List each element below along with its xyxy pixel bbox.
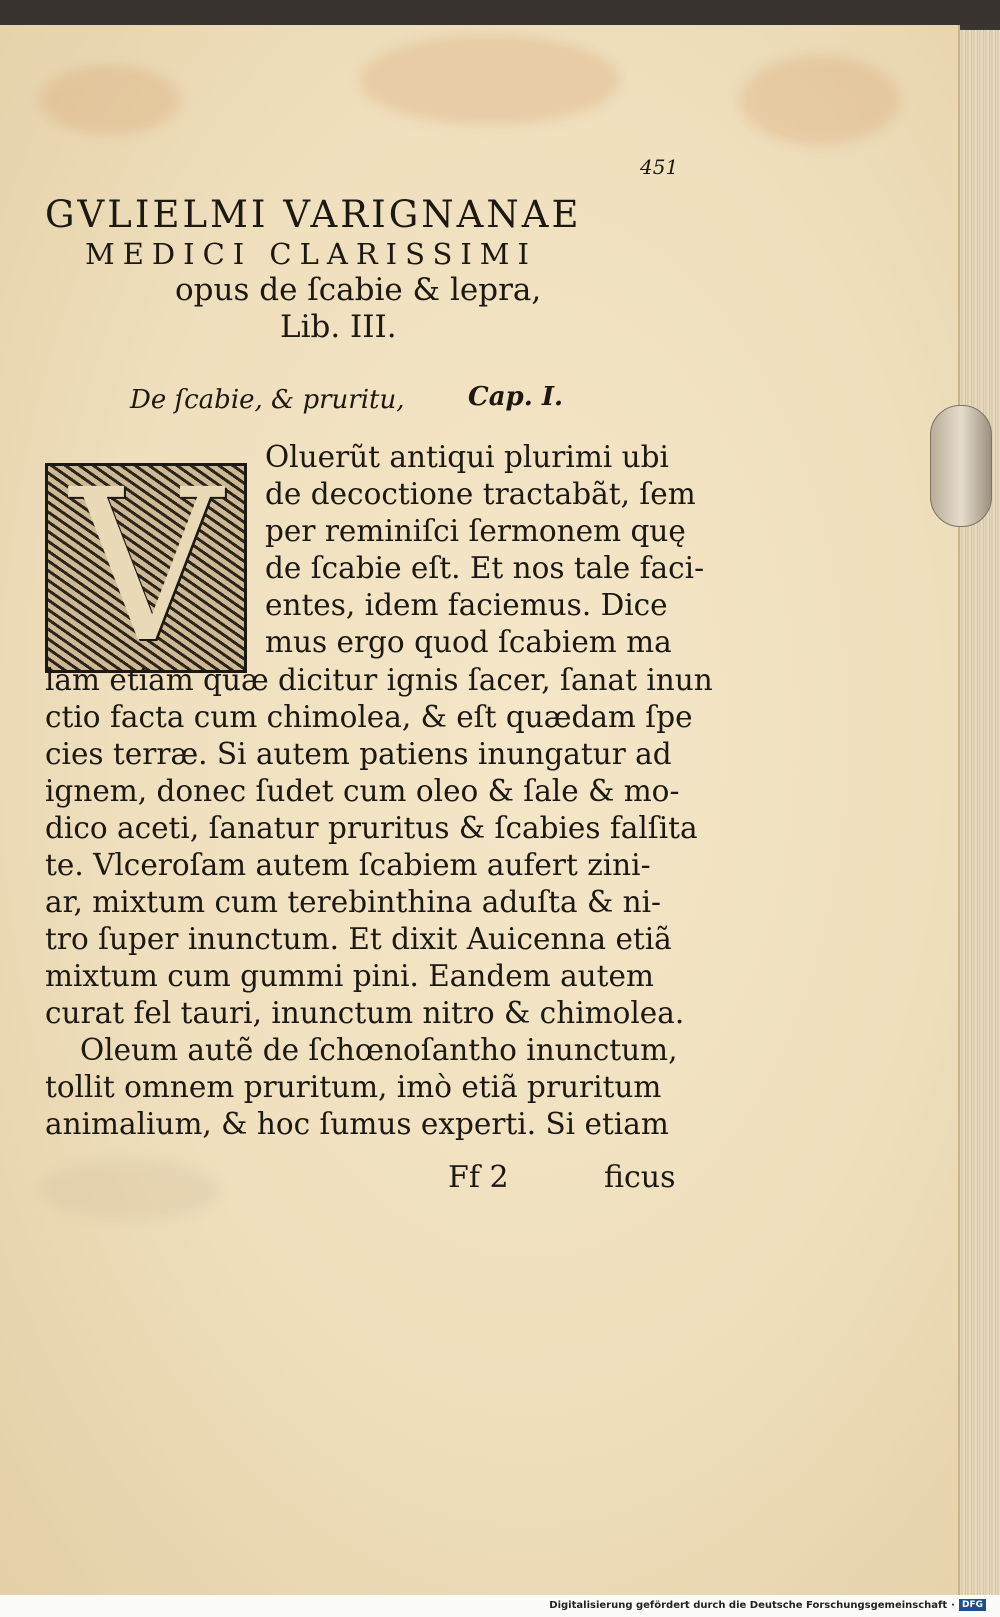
body-line: per reminiſci ſermonem quę [265, 514, 686, 548]
chapter-heading: De ſcabie, & pruritu, [130, 385, 405, 415]
body-line: de decoctione tractabãt, ſem [265, 477, 696, 511]
book-page [0, 25, 960, 1595]
body-line: ctio facta cum chimolea, & eſt quædam ſpe [45, 700, 693, 734]
body-line: mus ergo quod ſcabiem ma [265, 625, 672, 659]
body-line: tro ſuper inunctum. Et dixit Auicenna etiã [45, 922, 672, 956]
initial-letter: V [70, 463, 222, 673]
body-line: entes, idem faciemus. Dice [265, 588, 668, 622]
catchword: ficus [604, 1160, 676, 1195]
body-line: mixtum cum gummi pini. Eandem autem [45, 959, 654, 993]
body-line: curat fel tauri, inunctum nitro & chimolea. [45, 996, 685, 1030]
body-line: ignem, donec ſudet cum oleo & ſale & mo- [45, 774, 680, 808]
title-line-1: GVLIELMI VARIGNANAE [45, 193, 582, 236]
dfg-logo: DFG [959, 1599, 986, 1611]
body-line: te. Vlceroſam autem ſcabiem aufert zini- [45, 848, 651, 882]
body-line: dico aceti, ſanatur pruritus & ſcabies falſita [45, 811, 698, 845]
body-line: Oluerũt antiqui plurimi ubi [265, 440, 669, 474]
body-line: Oleum autẽ de ſchœnoſantho inunctum, [80, 1033, 678, 1067]
decorated-initial [45, 463, 247, 673]
digitization-footer: Digitalisierung gefördert durch die Deutsche Forschungsgemeinschaft · DFG [549, 1599, 986, 1611]
title-line-4: Lib. III. [280, 309, 397, 345]
chapter-number: Cap. I. [468, 382, 564, 412]
title-line-2: MEDICI CLARISSIMI [85, 237, 537, 271]
page-number: 451 [640, 155, 679, 179]
body-line: animalium, & hoc ſumus experti. Si etiam [45, 1107, 669, 1141]
body-line: lam etiam quæ dicitur ignis ſacer, ſanat inun [45, 663, 713, 697]
title-line-3: opus de ſcabie & lepra, [175, 272, 542, 308]
page-clip [930, 405, 992, 527]
body-line: cies terræ. Si autem patiens inungatur ad [45, 737, 672, 771]
body-line: ar, mixtum cum terebinthina aduſta & ni- [45, 885, 662, 919]
signature-mark: Ff 2 [448, 1160, 509, 1195]
footer-text: Digitalisierung gefördert durch die Deutsche Forschungsgemeinschaft [549, 1599, 948, 1611]
body-line: tollit omnem pruritum, imò etiã pruritum [45, 1070, 662, 1104]
body-line: de ſcabie eſt. Et nos tale faci- [265, 551, 705, 585]
